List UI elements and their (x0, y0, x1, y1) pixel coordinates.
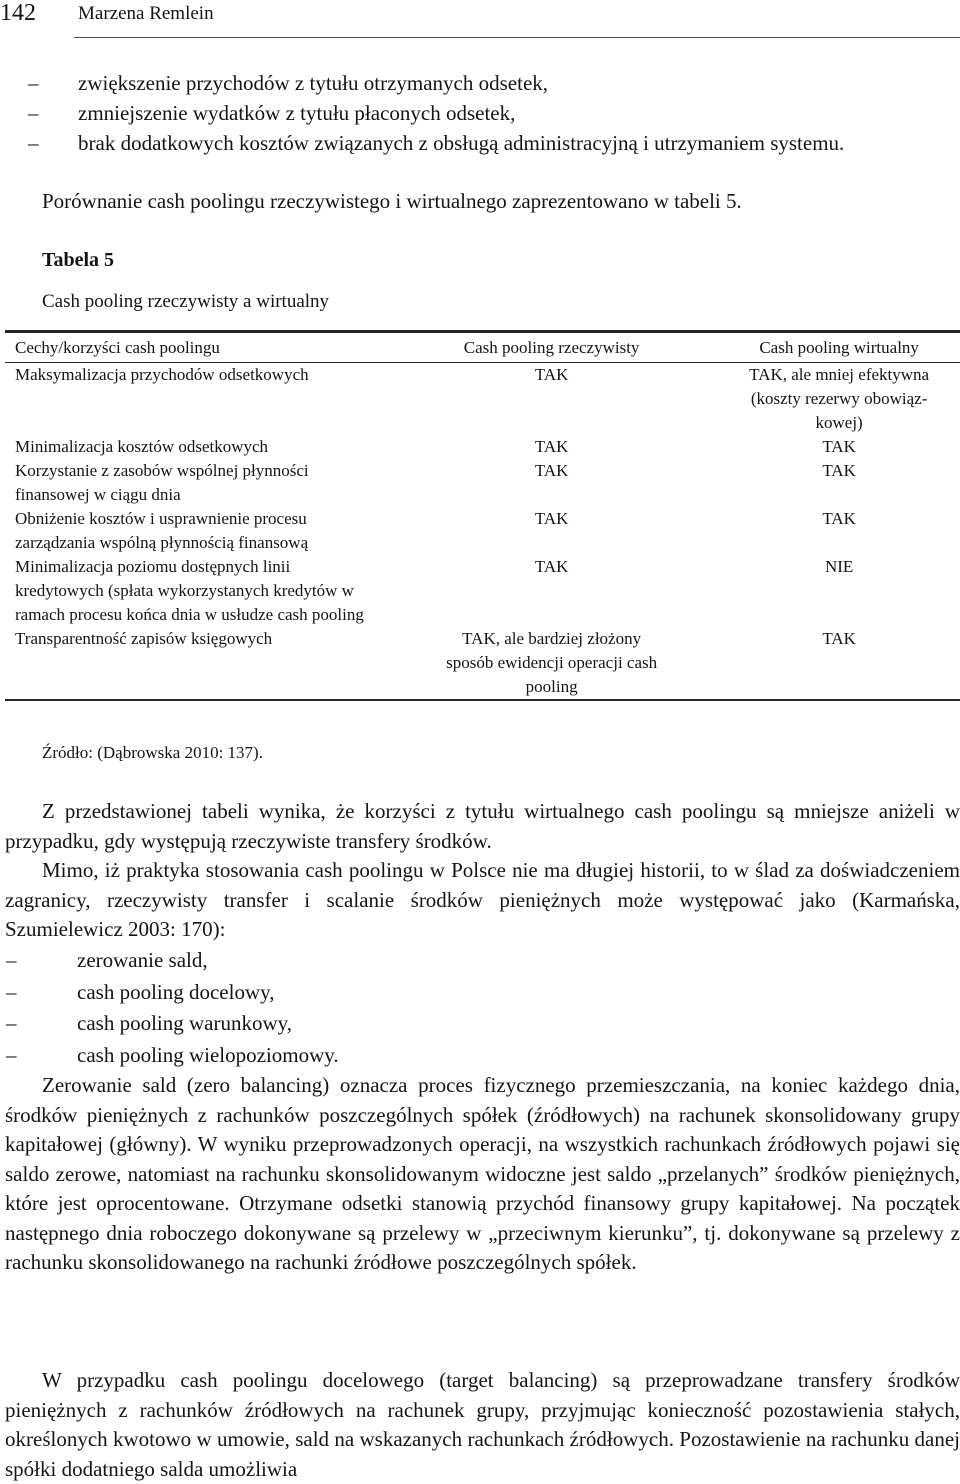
list-item: – zerowanie sald, (0, 945, 960, 977)
table-cell: TAK (822, 461, 856, 480)
table-cell: TAK (534, 557, 569, 576)
table-row (5, 459, 960, 507)
list-item: – cash pooling wielopoziomowy. (0, 1040, 960, 1072)
table-source-note: Źródło: (Dąbrowska 2010: 137). (42, 743, 263, 762)
list-item: – zwiększenie przychodów z tytułu otrzymanych odsetek, (0, 68, 960, 98)
dash-bullet: – (6, 1042, 17, 1067)
table-cell: TAK, ale bardziej złożony sposób ewidencji operacji cash pooling (385, 627, 718, 700)
dash-bullet: – (6, 979, 17, 1004)
page-header (0, 0, 960, 40)
table-intro-text: Porównanie cash poolingu rzeczywistego i wirtualnego zaprezentowano w tabeli 5. (42, 189, 742, 213)
table-cell: Korzystanie z zasobów wspólnej płynności finansowej w ciągu dnia (15, 461, 309, 504)
table-cell: TAK (534, 461, 569, 480)
table-cell: TAK (534, 509, 569, 528)
list-item: – cash pooling docelowy, (0, 977, 960, 1009)
dash-bullet: – (28, 131, 39, 155)
table-cell: NIE (824, 557, 854, 576)
table-header-row (5, 332, 960, 363)
cash-pooling-types-list (0, 945, 960, 1071)
running-head-author: Marzena Remlein (78, 3, 214, 24)
table-cell: Minimalizacja kosztów odsetkowych (15, 437, 269, 456)
body-paragraph: Mimo, iż praktyka stosowania cash poolingu w Polsce nie ma długiej historii, to w ślad za doświadczeniem zagranicy, rzeczywisty transfer i scalanie środków pieniężnych może występować jako (Karmańska, Szumielewicz 2003: 170): (5, 858, 960, 941)
body-paragraph: Z przedstawionej tabeli wynika, że korzyści z tytułu wirtualnego cash poolingu są mniejsze aniżeli w przypadku, gdy występują rzeczywiste transfery środków. (5, 799, 960, 853)
table-title: Cash pooling rzeczywisty a wirtualny (42, 291, 330, 312)
list-item: – brak dodatkowych kosztów związanych z obsługą administracyjną i utrzymaniem systemu. (0, 128, 960, 158)
table-cell: TAK, ale mniej efektywna (koszty rezerwy obowiąz-kowej) (749, 365, 930, 432)
column-header: Cash pooling rzeczywisty (385, 332, 718, 363)
table-cell: TAK (534, 437, 569, 456)
list-item: – cash pooling warunkowy, (0, 1008, 960, 1040)
list-item: – zmniejszenie wydatków z tytułu płaconych odsetek, (0, 98, 960, 128)
table-cell: Maksymalizacja przychodów odsetkowych (15, 365, 309, 384)
table-cell: TAK (534, 365, 569, 384)
column-header: Cash pooling wirtualny (718, 332, 960, 363)
dash-bullet: – (28, 71, 39, 95)
page-number: 142 (0, 0, 36, 26)
table-row (5, 363, 960, 436)
column-header: Cechy/korzyści cash poolingu (5, 332, 385, 363)
header-rule (74, 37, 960, 38)
comparison-table (5, 330, 960, 701)
table-cell: TAK (822, 437, 856, 456)
table-cell: TAK (822, 509, 856, 528)
table-row (5, 507, 960, 555)
table-cell: Minimalizacja poziomu dostępnych linii kredytowych (spłata wykorzystanych kredytów w ramach procesu końca dnia w usłudze cash pooling (15, 557, 364, 624)
body-paragraph: W przypadku cash poolingu docelowego (target balancing) są przeprowadzane transfery środków pieniężnych z rachunków źródłowych na rachunek grupy, przyjmując konieczność pozostawienia stałych, określonych kwotowo w umowie, sald na wskazanych rachunkach źródłowych. Pozostawienie na rachunku danej spółki dodatniego salda umożliwia (5, 1368, 960, 1481)
table-number: Tabela 5 (42, 249, 115, 271)
table-cell: Transparentność zapisów księgowych (5, 627, 385, 700)
table-cell: Obniżenie kosztów i usprawnienie procesu zarządzania wspólną płynnością finansową (15, 509, 309, 552)
table-cell: TAK (718, 627, 960, 700)
body-paragraph: Zerowanie sald (zero balancing) oznacza proces fizycznego przemieszczania, na koniec każdego dnia, środków pieniężnych z rachunków poszczególnych spółek (źródłowych) na rachunek skonsolidowany grupy kapitałowej (główny). W wyniku przeprowadzonych operacji, na wszystkich rachunkach źródłowych pojawi się saldo zerowe, natomiast na rachunku skonsolidowanym widoczne jest saldo „przelanych” środków pieniężnych, które jest oprocentowane. Otrzymane odsetki stanowią przychód finansowy grupy kapitałowej. Na początek następnego dnia roboczego dokonywane są przelewy w „przeciwnym kierunku”, tj. dokonywane są przelewy z rachunku skonsolidowanego na rachunki źródłowe poszczególnych spółek. (5, 1073, 960, 1274)
dash-bullet: – (6, 948, 17, 972)
dash-bullet: – (6, 1011, 17, 1035)
table-row (5, 435, 960, 459)
table-row (5, 555, 960, 627)
dash-bullet: – (28, 101, 39, 125)
table-row (5, 627, 960, 700)
benefits-list (0, 68, 960, 158)
